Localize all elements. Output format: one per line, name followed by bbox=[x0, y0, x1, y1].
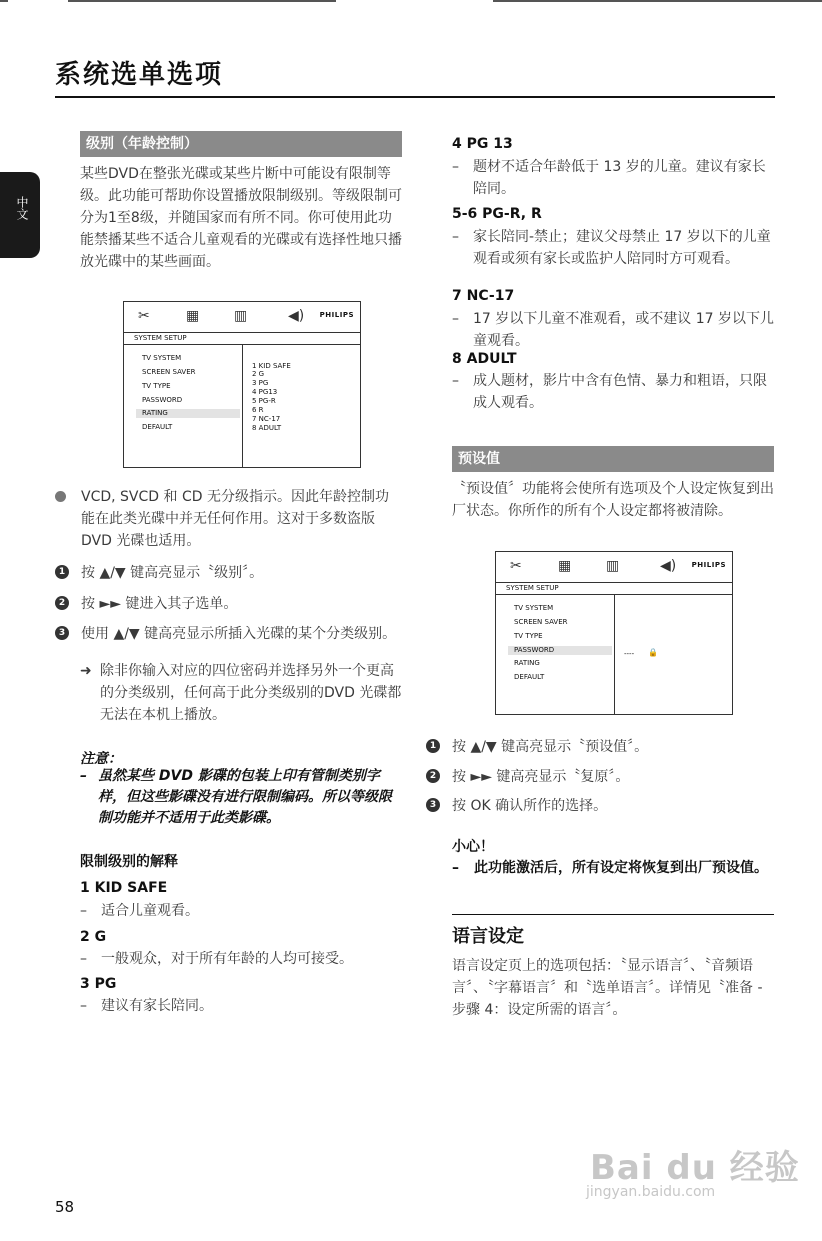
step-number: 2 bbox=[426, 769, 440, 783]
rating-intro: 某些DVD在整张光碟或某些片断中可能设有限制等级。此功能可帮助你设置播放限制级别。等级限制可分为1至8级，并随国家而有所不同。你可使用此功能禁播某些不适合儿童观看的光碟或有选择性地只播放光碟中的某些画面。 bbox=[80, 166, 402, 270]
step-number: 1 bbox=[55, 565, 69, 579]
system-setup-label: SYSTEM SETUP bbox=[496, 582, 732, 595]
menu-item-password[interactable]: PASSWORD bbox=[508, 646, 612, 655]
baidu-watermark bbox=[586, 1140, 800, 1200]
rating-option[interactable]: 1 KID SAFE bbox=[252, 362, 291, 370]
setup-menu bbox=[124, 344, 243, 467]
speaker-icon: ◀) bbox=[660, 558, 677, 574]
rating-step-3: 3 使用 ▲/▼ 键高亮显示所插入光碟的某个分类级别。 bbox=[55, 623, 402, 645]
top-rule-right bbox=[493, 0, 822, 2]
rating-step-1: 1 按 ▲/▼ 键高亮显示〝级别〞。 bbox=[55, 562, 402, 584]
arrow-icon: ➜ bbox=[80, 663, 92, 679]
level-5-6-name: 5-6 PG-R, R bbox=[452, 206, 542, 222]
top-rule-left bbox=[0, 0, 8, 2]
menu-item-default[interactable]: DEFAULT bbox=[142, 423, 173, 431]
tools-icon: ✂ bbox=[510, 558, 522, 574]
display-icon: ▥ bbox=[606, 558, 620, 574]
default-step-1: 1 按 ▲/▼ 键高亮显示〝预设值〞。 bbox=[426, 736, 774, 758]
menu-item-default[interactable]: DEFAULT bbox=[514, 673, 545, 681]
bullet-dot bbox=[55, 491, 66, 502]
note-text: – 虽然某些 DVD 影碟的包装上印有管制类别字样，但这些影碟没有进行限制编码。所以等级限制功能并不适用于此类影碟。 bbox=[80, 768, 392, 826]
default-section-bar: 预设值 bbox=[452, 446, 774, 472]
level-1-name: 1 KID SAFE bbox=[80, 880, 168, 896]
setup-menu bbox=[496, 594, 615, 714]
password-field[interactable]: ---- bbox=[624, 650, 635, 658]
language-text: 语言设定页上的选项包括：〝显示语言〞、〝音频语言〞、〝字幕语言〞和〝选单语言〞。详情见〝准备 - 步骤 4：设定所需的语言〞。 bbox=[452, 958, 763, 1018]
page-title: 系统选单选项 bbox=[55, 60, 224, 90]
brand-logo: PHILIPS bbox=[691, 561, 726, 569]
level-8-desc: – 成人题材，影片中含有色情、暴力和粗语，只限成人观看。 bbox=[452, 373, 767, 411]
rating-option[interactable]: 7 NC-17 bbox=[252, 415, 281, 423]
language-side-tab bbox=[0, 172, 40, 258]
display-icon: ▥ bbox=[234, 308, 248, 324]
rating-step-2: 2 按 ►► 键进入其子选单。 bbox=[55, 593, 402, 615]
step-number: 2 bbox=[55, 596, 69, 610]
level-7-name: 7 NC-17 bbox=[452, 288, 515, 304]
level-4-name: 4 PG 13 bbox=[452, 136, 513, 152]
default-step-3: 3 按 OK 确认所作的选择。 bbox=[426, 795, 774, 817]
rating-option[interactable]: 4 PG13 bbox=[252, 388, 278, 396]
menu-item-screen-saver[interactable]: SCREEN SAVER bbox=[514, 618, 568, 626]
menu-item-tv-system[interactable]: TV SYSTEM bbox=[514, 604, 554, 612]
language-rule bbox=[452, 914, 774, 915]
system-setup-label: SYSTEM SETUP bbox=[124, 332, 360, 345]
menu-item-tv-type[interactable]: TV TYPE bbox=[142, 382, 171, 390]
password-panel bbox=[624, 594, 732, 714]
rating-option[interactable]: 8 ADULT bbox=[252, 424, 282, 432]
rating-option[interactable]: 5 PG-R bbox=[252, 397, 276, 405]
top-rule-mid bbox=[68, 0, 336, 2]
level-7-desc: – 17 岁以下儿童不准观看，或不建议 17 岁以下儿童观看。 bbox=[452, 311, 774, 349]
step-number: 3 bbox=[426, 798, 440, 812]
level-2-desc: – 一般观众，对于所有年龄的人均可接受。 bbox=[80, 951, 353, 967]
level-4-desc: – 题材不适合年龄低于 13 岁的儿童。建议有家长陪同。 bbox=[452, 159, 766, 197]
screen-icon-row bbox=[496, 552, 732, 582]
default-intro: 〝预设值〞功能将会使所有选项及个人设定恢复到出厂状态。你所作的所有个人设定都将被清除。 bbox=[452, 481, 774, 519]
brand-logo: PHILIPS bbox=[319, 311, 354, 319]
caution-text: – 此功能激活后，所有设定将恢复到出厂预设值。 bbox=[452, 860, 768, 876]
menu-item-rating[interactable]: RATING bbox=[514, 659, 540, 667]
step-number: 3 bbox=[55, 626, 69, 640]
password-setup-screen bbox=[495, 551, 733, 715]
vcd-bullet: VCD, SVCD 和 CD 无分级指示。因此年龄控制功能在此类光碟中并无任何作用。这对于多数盗版 DVD 光碟也适用。 bbox=[55, 486, 402, 552]
grid-icon: ▦ bbox=[558, 558, 572, 574]
rating-arrow-note: ➜ 除非你输入对应的四位密码并选择另外一个更高的分类级别，任何高于此分类级别的DVD 光碟都无法在本机上播放。 bbox=[80, 660, 402, 726]
rating-options bbox=[252, 344, 360, 467]
rating-setup-screen bbox=[123, 301, 361, 468]
tools-icon: ✂ bbox=[138, 308, 150, 324]
rating-option[interactable]: 6 R bbox=[252, 406, 264, 414]
level-3-desc: – 建议有家长陪同。 bbox=[80, 998, 213, 1014]
menu-item-screen-saver[interactable]: SCREEN SAVER bbox=[142, 368, 196, 376]
menu-item-tv-type[interactable]: TV TYPE bbox=[514, 632, 543, 640]
default-step-2: 2 按 ►► 键高亮显示〝复原〞。 bbox=[426, 766, 774, 788]
grid-icon: ▦ bbox=[186, 308, 200, 324]
level-1-desc: – 适合儿童观看。 bbox=[80, 903, 199, 919]
speaker-icon: ◀) bbox=[288, 308, 305, 324]
rating-option[interactable]: 2 G bbox=[252, 370, 265, 378]
menu-item-tv-system[interactable]: TV SYSTEM bbox=[142, 354, 182, 362]
lock-icon: 🔒 bbox=[648, 648, 658, 657]
step-number: 1 bbox=[426, 739, 440, 753]
page-number: 58 bbox=[55, 1198, 75, 1216]
watermark-url: jingyan.baidu.com bbox=[586, 1184, 716, 1200]
menu-item-rating[interactable]: RATING bbox=[136, 409, 240, 418]
watermark-main: Bai du 经验 bbox=[590, 1148, 800, 1188]
level-5-6-desc: – 家长陪同-禁止；建议父母禁止 17 岁以下的儿童观看或须有家长或监护人陪同时方可观看。 bbox=[452, 229, 771, 267]
side-tab-label: 中文 bbox=[15, 196, 29, 220]
level-8-name: 8 ADULT bbox=[452, 351, 517, 367]
level-3-name: 3 PG bbox=[80, 976, 117, 992]
screen-icon-row bbox=[124, 302, 360, 332]
explain-title: 限制级别的解释 bbox=[80, 854, 178, 870]
level-2-name: 2 G bbox=[80, 929, 107, 945]
menu-item-password[interactable]: PASSWORD bbox=[142, 396, 183, 404]
rating-section-bar: 级别（年龄控制） bbox=[80, 131, 402, 157]
caution-title: 小心！ bbox=[452, 839, 494, 855]
rating-option[interactable]: 3 PG bbox=[252, 379, 269, 387]
language-section-title: 语言设定 bbox=[452, 926, 524, 947]
note-title: 注意： bbox=[80, 751, 122, 767]
title-rule bbox=[55, 96, 775, 98]
